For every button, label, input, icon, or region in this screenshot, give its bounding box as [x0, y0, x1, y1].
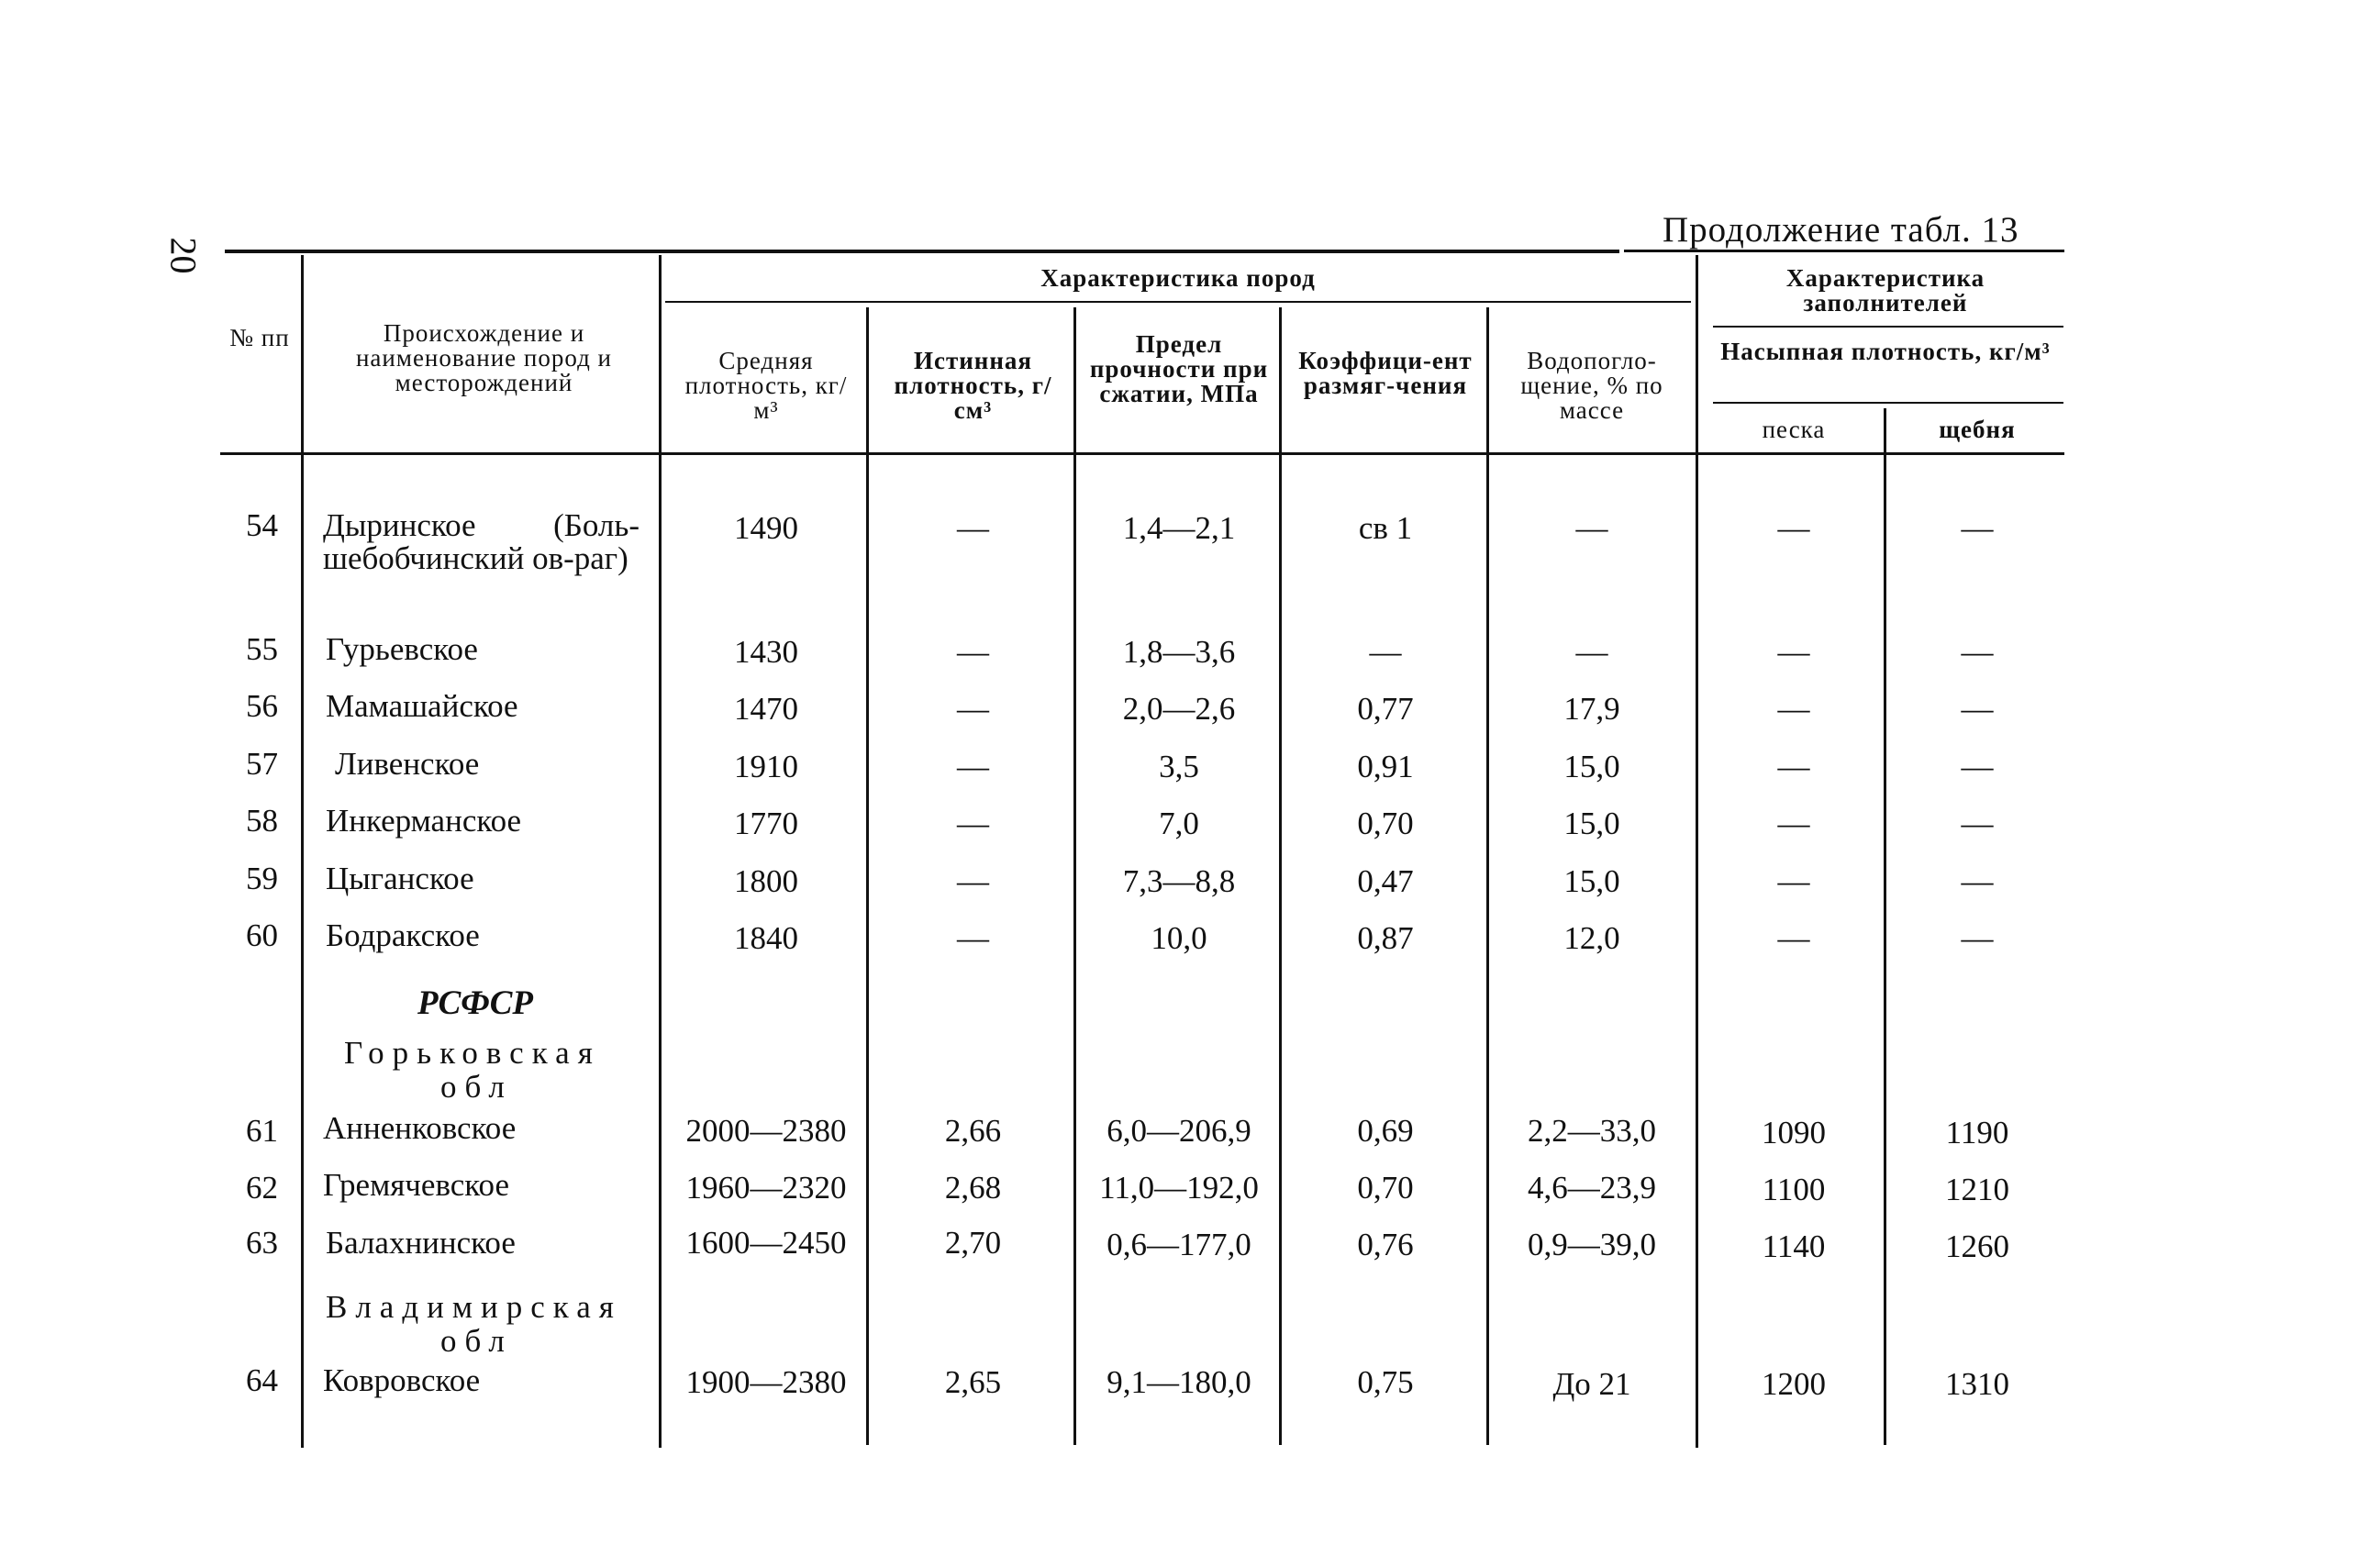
col-rule-5 [1279, 307, 1282, 1445]
region-heading-line1: Владимирская [326, 1289, 622, 1325]
bulk-density-rule [1713, 402, 2063, 404]
col-rule-1 [301, 255, 304, 1448]
col-rule-8 [1884, 408, 1886, 1445]
region-heading-line2: обл [440, 1069, 513, 1105]
row-name: Инкерманское [326, 803, 522, 839]
page-number: 20 [162, 237, 205, 274]
row-name: Цыганское [326, 861, 474, 896]
row-name: Гремячевское [323, 1167, 509, 1203]
col-rule-4 [1073, 307, 1076, 1445]
header-water-absorption: Водопогло-щение, % по массе [1520, 347, 1663, 424]
header-filler-characteristics: Характеристика заполнителей [1785, 264, 1985, 317]
rock-group-rule [665, 301, 1691, 303]
col-rule-3 [866, 307, 869, 1445]
header-origin: Происхождение и наименование пород и месторождений [355, 319, 613, 396]
header-bulk-density: Насыпная плотность, кг/м³ [1720, 338, 2051, 365]
row-name: Балахнинское [326, 1225, 516, 1261]
header-strength: Предел прочности при сжатии, МПа [1089, 330, 1269, 407]
top-rule [225, 250, 1619, 253]
col-rule-7 [1696, 255, 1698, 1448]
region-heading-line2: обл [440, 1323, 513, 1359]
header-softening: Коэффици-ент размяг-чения [1298, 347, 1473, 399]
row-name: Ливенское [335, 746, 480, 782]
filler-group-rule [1713, 326, 2063, 328]
row-name: Гурьевское [326, 631, 478, 667]
header-avg-density: Средняя плотность, кг/м³ [684, 347, 848, 424]
header-rock-characteristics: Характеристика пород [1040, 264, 1316, 292]
row-name: Анненковское [323, 1110, 517, 1146]
top-rule-right [1624, 250, 2064, 252]
col-rule-2 [659, 255, 662, 1448]
row-name: Дыринское (Боль-шебобчинский ов-раг) [323, 507, 639, 576]
header-no: № пп [229, 324, 290, 351]
section-heading-rsfsr: РСФСР [417, 984, 534, 1022]
row-name: Ковровское [323, 1362, 481, 1398]
col-rule-6 [1486, 307, 1489, 1445]
header-true-density: Истинная плотность, г/см³ [894, 347, 1052, 424]
region-heading-line1: Горьковская [344, 1035, 601, 1071]
row-name: Мамашайское [326, 688, 518, 724]
table-continuation-caption: Продолжение табл. 13 [1663, 210, 2019, 250]
header-bottom-rule [220, 452, 2064, 455]
header-gravel: щебня [1939, 416, 2016, 443]
header-sand: песка [1762, 416, 1826, 443]
row-name: Бодракское [326, 917, 480, 953]
